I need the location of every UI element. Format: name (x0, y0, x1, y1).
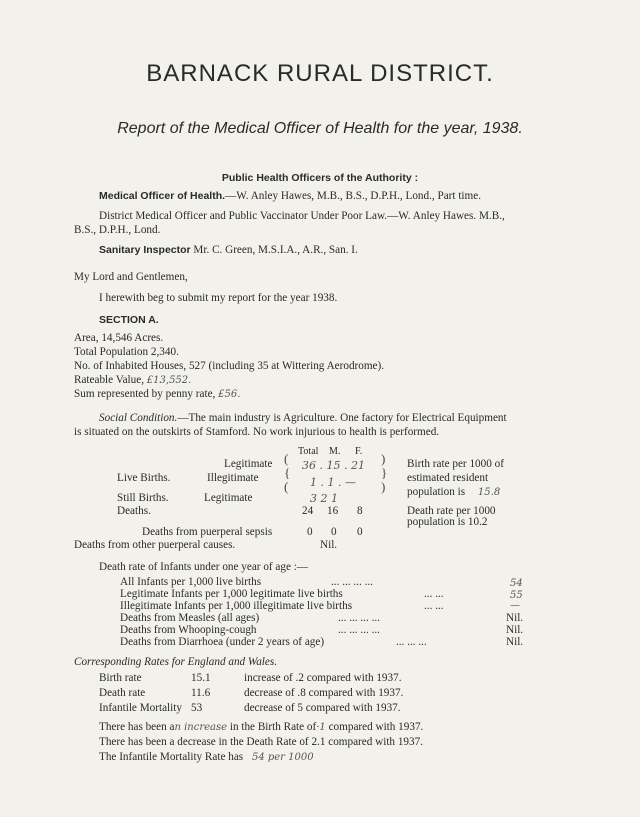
corr-row-text: increase of .2 compared with 1937. (244, 672, 402, 684)
col-m: M. (329, 446, 341, 457)
corr-row-label: Birth rate (99, 672, 142, 684)
penny-rate-label: Sum represented by penny rate, (74, 388, 216, 400)
illegitimate-label: Illegitimate (207, 472, 259, 484)
col-f: F. (355, 446, 363, 457)
social-line-2: is situated on the outskirts of Stamford. No work injurious to health is performed. (74, 426, 440, 438)
infant-row-label: Deaths from Measles (all ages) (120, 612, 260, 624)
infant-row-label: Deaths from Diarrhoea (under 2 years of age) (120, 636, 325, 648)
report-subtitle: Report of the Medical Officer of Health for the year, 1938. (117, 120, 523, 137)
social-line-1 (99, 412, 507, 424)
other-puerperal-label: Deaths from other puerperal causes. (74, 539, 236, 551)
left-brace: ( { ( (284, 451, 291, 494)
houses-line: No. of Inhabited Houses, 527 (including 35 at Wittering Aerodrome). (74, 360, 385, 372)
dmo-line-2: B.S., D.P.H., Lond. (74, 224, 161, 236)
deaths-f: 8 (357, 505, 363, 517)
infant-row-label: Illegitimate Infants per 1,000 illegitimate live births (120, 600, 353, 612)
infant-row-dots: ... ... ... ... (331, 576, 373, 588)
rateable-line (74, 374, 191, 386)
birth-rate-line-3 (407, 486, 500, 498)
moh-label: Medical Officer of Health. (99, 190, 226, 202)
infant-row-dots: ... ... (424, 588, 444, 600)
infant-row-label: All Infants per 1,000 live births (120, 576, 262, 588)
population-line: Total Population 2,340. (74, 346, 179, 358)
corr-row-label: Death rate (99, 687, 146, 699)
infant-row-label: Deaths from Whooping-cough (120, 624, 257, 636)
still-births-label: Still Births. (117, 492, 169, 504)
si-label: Sanitary Inspector (99, 244, 191, 256)
infant-row-dots: ... ... (424, 600, 444, 612)
intro-line: I herewith beg to submit my report for the year 1938. (99, 292, 338, 304)
birth-rate-change-handwritten: ·1 (316, 722, 326, 733)
death-rate-change-sentence: There has been a decrease in the Death Rate of 2.1 compared with 1937. (99, 736, 423, 748)
dmo-line-1: District Medical Officer and Public Vaccinator Under Poor Law.—W. Anley Hawes. M.B., (99, 210, 505, 222)
birth-rate-label: population is (407, 486, 466, 498)
still-births-values-handwritten: 3 2 1 (310, 492, 338, 505)
infant-row-dots: ... ... ... ... (338, 612, 380, 624)
illegitimate-values-handwritten: 1 . 1 . — (310, 476, 356, 489)
right-brace: ) } ) (381, 451, 388, 494)
social-label: Social Condition. (99, 412, 178, 424)
other-puerperal-value: Nil. (320, 539, 338, 551)
infant-row-value: 54 (510, 578, 523, 589)
deaths-m: 16 (327, 505, 339, 517)
birth-rate-handwritten: 15.8 (477, 487, 501, 498)
corr-row-value: 53 (191, 702, 203, 714)
infant-row-dots: ... ... ... ... (338, 624, 380, 636)
page-title: BARNACK RURAL DISTRICT. (146, 60, 494, 87)
death-rate-line-1: Death rate per 1000 (407, 505, 496, 517)
sentence-part: in the Birth Rate of (229, 721, 317, 733)
death-rate-line-2: population is 10.2 (407, 516, 488, 528)
area-line: Area, 14,546 Acres. (74, 332, 164, 344)
si-line (99, 244, 358, 256)
infant-row-dots: ... ... ... (396, 636, 427, 648)
moh-text: —W. Anley Hawes, M.B., B.S., D.P.H., Lond., Part time. (225, 190, 481, 202)
ps-m: 0 (331, 526, 337, 538)
moh-line (99, 190, 481, 202)
ps-f: 0 (357, 526, 363, 538)
section-a-heading: SECTION A. (99, 314, 159, 326)
rateable-label: Rateable Value, (74, 374, 144, 386)
corr-row-value: 15.1 (191, 672, 211, 684)
salutation: My Lord and Gentlemen, (74, 271, 188, 283)
birth-rate-line-2: estimated resident (407, 472, 489, 484)
birth-rate-change-sentence (99, 721, 423, 733)
infant-row-label: Legitimate Infants per 1,000 legitimate live births (120, 588, 343, 600)
sentence-part: There has been a (99, 721, 175, 733)
infantile-mortality-sentence (99, 751, 314, 763)
corresponding-heading: Corresponding Rates for England and Wales. (74, 656, 278, 668)
puerperal-sepsis-label: Deaths from puerperal sepsis (142, 526, 273, 538)
si-text: Mr. C. Green, M.S.I.A., A.R., San. I. (193, 244, 358, 256)
corr-row-value: 11.6 (191, 687, 211, 699)
infant-row-value: — (510, 600, 520, 611)
social-text-1: —The main industry is Agriculture. One factory for Electrical Equipment (177, 412, 507, 424)
increase-handwritten: n increase (174, 722, 228, 733)
infant-row-value: Nil. (506, 636, 524, 648)
corr-row-label: Infantile Mortality (99, 702, 182, 714)
infant-row-value: Nil. (506, 612, 524, 624)
infant-row-value: 55 (510, 590, 523, 601)
birth-rate-line-1: Birth rate per 1000 of (407, 458, 504, 470)
live-births-label: Live Births. (117, 472, 171, 484)
penny-rate-line (74, 388, 240, 400)
deaths-total: 24 (302, 505, 314, 517)
col-total: Total (298, 446, 319, 457)
ps-total: 0 (307, 526, 313, 538)
infant-row-value: Nil. (506, 624, 524, 636)
corr-row-text: decrease of 5 compared with 1937. (244, 702, 401, 714)
legitimate-label: Legitimate (224, 458, 273, 470)
sentence-part: compared with 1937. (328, 721, 424, 733)
rateable-value-handwritten: £13,552. (146, 375, 192, 386)
legitimate-values-handwritten: 36 . 15 . 21 (302, 459, 365, 472)
penny-rate-handwritten: £56. (218, 389, 241, 400)
deaths-label: Deaths. (117, 505, 151, 517)
corr-row-text: decrease of .8 compared with 1937. (244, 687, 404, 699)
infant-intro: Death rate of Infants under one year of age :— (99, 561, 309, 573)
officers-heading: Public Health Officers of the Authority : (221, 172, 419, 184)
infantile-mortality-handwritten: 54 per 1000 (251, 752, 314, 763)
still-legitimate-label: Legitimate (204, 492, 253, 504)
sentence-part: The Infantile Mortality Rate has (99, 751, 244, 763)
